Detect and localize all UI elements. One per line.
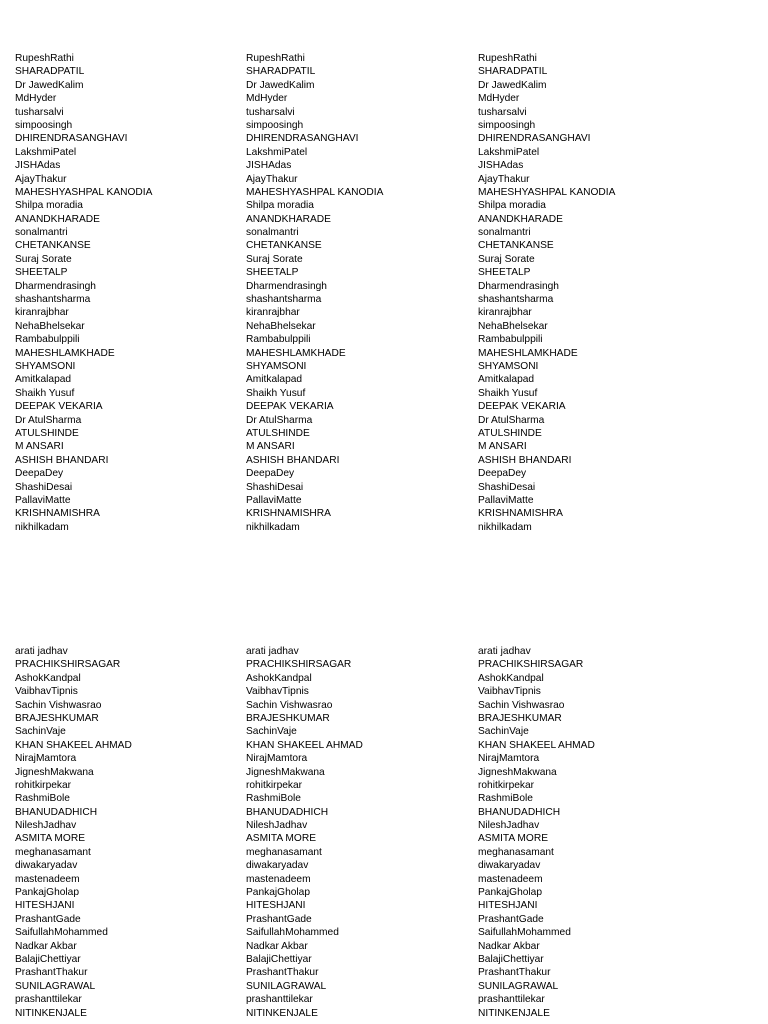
name-entry: nikhilkadam — [246, 521, 300, 533]
name-entry: MAHESHYASHPAL KANODIA — [478, 186, 616, 198]
name-entry: Amitkalapad — [15, 374, 72, 386]
name-entry: SachinVaje — [15, 726, 66, 738]
name-entry: Suraj Sorate — [15, 253, 72, 265]
name-entry: prashanttilekar — [15, 994, 82, 1006]
name-entry: PRACHIKSHIRSAGAR — [246, 659, 352, 671]
name-entry: kiranrajbhar — [15, 307, 69, 319]
name-entry: Rambabulppili — [478, 334, 543, 346]
name-entry: diwakaryadav — [478, 860, 541, 872]
name-entry: Dr JawedKalim — [478, 79, 547, 91]
name-entry: JISHAdas — [478, 160, 524, 172]
name-entry: HITESHJANI — [246, 900, 306, 912]
name-entry: MAHESHYASHPAL KANODIA — [246, 186, 384, 198]
name-entry: JigneshMakwana — [15, 766, 94, 778]
name-entry: shashantsharma — [246, 294, 322, 306]
name-entry: Dharmendrasingh — [478, 280, 559, 292]
name-entry: DeepaDey — [478, 468, 527, 480]
name-entry: PankajGholap — [246, 887, 311, 899]
name-entry: ASHISH BHANDARI — [246, 454, 340, 466]
name-entry: tusharsalvi — [15, 106, 64, 118]
name-entry: SHARADPATIL — [246, 66, 316, 78]
name-entry: mastenadeem — [246, 873, 311, 885]
name-entry: SUNILAGRAWAL — [15, 980, 96, 992]
name-entry: Shaikh Yusuf — [15, 387, 75, 399]
name-entry: prashanttilekar — [478, 994, 545, 1006]
name-entry: M ANSARI — [15, 441, 64, 453]
name-entry: diwakaryadav — [246, 860, 309, 872]
name-entry: SHYAMSONI — [15, 360, 76, 372]
name-column-1 — [15, 645, 235, 1020]
name-entry: VaibhavTipnis — [246, 686, 309, 698]
name-entry: PrashantThakur — [246, 967, 319, 979]
name-entry: KHAN SHAKEEL AHMAD — [478, 739, 595, 751]
name-entry: ASHISH BHANDARI — [15, 454, 109, 466]
name-entry: BRAJESHKUMAR — [246, 712, 330, 724]
name-entry: SaifullahMohammed — [478, 927, 571, 939]
name-entry: JigneshMakwana — [246, 766, 325, 778]
name-entry: SUNILAGRAWAL — [478, 980, 559, 992]
name-entry: NileshJadhav — [246, 820, 308, 832]
name-entry: ATULSHINDE — [478, 427, 542, 439]
name-entry: NehaBhelsekar — [478, 320, 548, 332]
name-entry: ATULSHINDE — [246, 427, 310, 439]
name-entry: BalajiChettiyar — [246, 953, 312, 965]
name-entry: M ANSARI — [478, 441, 527, 453]
name-entry: arati jadhav — [478, 646, 531, 657]
name-entry: M ANSARI — [246, 441, 295, 453]
name-entry: rohitkirpekar — [478, 779, 535, 791]
name-entry: Dr JawedKalim — [15, 79, 84, 91]
name-entry: Shilpa moradia — [246, 200, 314, 212]
name-entry: Rambabulppili — [246, 334, 311, 346]
name-entry: Sachin Vishwasrao — [15, 699, 102, 711]
name-entry: ASMITA MORE — [478, 833, 548, 845]
name-entry: NileshJadhav — [15, 820, 77, 832]
name-entry: DHIRENDRASANGHAVI — [15, 133, 128, 145]
name-entry: RashmiBole — [15, 793, 70, 805]
name-entry: NirajMamtora — [15, 753, 77, 765]
name-entry: SHARADPATIL — [15, 66, 85, 78]
name-entry: HITESHJANI — [478, 900, 538, 912]
name-entry: sonalmantri — [15, 227, 68, 239]
name-entry: Dr AtulSharma — [15, 414, 82, 426]
name-entry: sonalmantri — [246, 227, 299, 239]
name-entry: ANANDKHARADE — [15, 213, 100, 225]
name-entry: CHETANKANSE — [15, 240, 91, 252]
name-entry: RashmiBole — [478, 793, 533, 805]
name-entry: AjayThakur — [15, 173, 67, 185]
name-entry: SaifullahMohammed — [246, 927, 339, 939]
name-entry: ASMITA MORE — [15, 833, 85, 845]
name-entry: ShashiDesai — [246, 481, 304, 493]
name-entry: KRISHNAMISHRA — [478, 508, 563, 520]
name-entry: Nadkar Akbar — [246, 940, 308, 952]
name-entry: PRACHIKSHIRSAGAR — [15, 659, 121, 671]
name-entry: NITINKENJALE — [15, 1007, 87, 1019]
name-entry: Dharmendrasingh — [15, 280, 96, 292]
name-entry: NirajMamtora — [478, 753, 540, 765]
name-entry: Shaikh Yusuf — [478, 387, 538, 399]
name-entry: MAHESHLAMKHADE — [15, 347, 115, 359]
name-entry: BHANUDADHICH — [15, 806, 98, 818]
name-entry: PrashantGade — [15, 913, 81, 925]
name-entry: MAHESHYASHPAL KANODIA — [15, 186, 153, 198]
name-entry: ASHISH BHANDARI — [478, 454, 572, 466]
name-column-2 — [246, 52, 466, 534]
name-entry: meghanasamant — [246, 846, 322, 858]
name-entry: Nadkar Akbar — [478, 940, 540, 952]
name-entry: mastenadeem — [478, 873, 543, 885]
name-entry: CHETANKANSE — [246, 240, 322, 252]
name-entry: KRISHNAMISHRA — [246, 508, 331, 520]
name-entry: ShashiDesai — [15, 481, 73, 493]
name-entry: PRACHIKSHIRSAGAR — [478, 659, 584, 671]
name-entry: PallaviMatte — [15, 494, 71, 506]
name-entry: DEEPAK VEKARIA — [246, 401, 334, 413]
name-entry: SHEETALP — [15, 267, 68, 279]
name-entry: JigneshMakwana — [478, 766, 557, 778]
name-entry: PrashantGade — [478, 913, 544, 925]
name-entry: RashmiBole — [246, 793, 301, 805]
name-entry: BRAJESHKUMAR — [15, 712, 99, 724]
name-entry: NITINKENJALE — [478, 1007, 550, 1019]
name-entry: SHEETALP — [478, 267, 531, 279]
name-entry: kiranrajbhar — [246, 307, 300, 319]
name-entry: SHARADPATIL — [478, 66, 548, 78]
name-entry: Dr AtulSharma — [246, 414, 313, 426]
name-entry: ANANDKHARADE — [478, 213, 563, 225]
name-entry: nikhilkadam — [478, 521, 532, 533]
name-entry: JISHAdas — [246, 160, 292, 172]
name-entry: tusharsalvi — [478, 106, 527, 118]
name-entry: simpoosingh — [246, 119, 304, 131]
name-entry: Amitkalapad — [246, 374, 303, 386]
name-entry: AjayThakur — [246, 173, 298, 185]
name-entry: RupeshRathi — [478, 53, 537, 64]
name-entry: ANANDKHARADE — [246, 213, 331, 225]
name-entry: DEEPAK VEKARIA — [478, 401, 566, 413]
name-entry: meghanasamant — [15, 846, 91, 858]
name-entry: Dr JawedKalim — [246, 79, 315, 91]
name-entry: rohitkirpekar — [246, 779, 303, 791]
name-entry: CHETANKANSE — [478, 240, 554, 252]
name-entry: SUNILAGRAWAL — [246, 980, 327, 992]
name-entry: Dr AtulSharma — [478, 414, 545, 426]
name-entry: KRISHNAMISHRA — [15, 508, 100, 520]
name-entry: NehaBhelsekar — [15, 320, 85, 332]
name-entry: PrashantGade — [246, 913, 312, 925]
name-entry: Rambabulppili — [15, 334, 80, 346]
name-entry: KHAN SHAKEEL AHMAD — [246, 739, 363, 751]
name-entry: HITESHJANI — [15, 900, 75, 912]
name-entry: MAHESHLAMKHADE — [478, 347, 578, 359]
name-entry: meghanasamant — [478, 846, 554, 858]
name-entry: PallaviMatte — [246, 494, 302, 506]
name-entry: simpoosingh — [15, 119, 73, 131]
name-entry: MAHESHLAMKHADE — [246, 347, 346, 359]
name-entry: ShashiDesai — [478, 481, 536, 493]
name-entry: AshokKandpal — [15, 672, 81, 684]
name-entry: NirajMamtora — [246, 753, 308, 765]
name-entry: RupeshRathi — [246, 53, 305, 64]
name-entry: JISHAdas — [15, 160, 61, 172]
name-entry: RupeshRathi — [15, 53, 74, 64]
name-entry: diwakaryadav — [15, 860, 78, 872]
name-entry: PrashantThakur — [15, 967, 88, 979]
name-entry: MdHyder — [15, 93, 57, 105]
name-entry: Suraj Sorate — [246, 253, 303, 265]
name-column-3 — [478, 52, 698, 534]
name-entry: tusharsalvi — [246, 106, 295, 118]
name-entry: KHAN SHAKEEL AHMAD — [15, 739, 132, 751]
name-entry: LakshmiPatel — [15, 146, 77, 158]
name-entry: DHIRENDRASANGHAVI — [246, 133, 359, 145]
name-entry: ATULSHINDE — [15, 427, 79, 439]
name-entry: LakshmiPatel — [246, 146, 308, 158]
name-entry: Sachin Vishwasrao — [246, 699, 333, 711]
name-entry: MdHyder — [478, 93, 520, 105]
name-entry: VaibhavTipnis — [15, 686, 78, 698]
name-entry: arati jadhav — [15, 646, 68, 657]
name-entry: NileshJadhav — [478, 820, 540, 832]
name-entry: BHANUDADHICH — [478, 806, 561, 818]
name-entry: SHYAMSONI — [246, 360, 307, 372]
name-entry: prashanttilekar — [246, 994, 313, 1006]
name-entry: NehaBhelsekar — [246, 320, 316, 332]
name-entry: nikhilkadam — [15, 521, 69, 533]
name-entry: DeepaDey — [246, 468, 295, 480]
name-entry: BRAJESHKUMAR — [478, 712, 562, 724]
name-entry: DEEPAK VEKARIA — [15, 401, 103, 413]
name-entry: PankajGholap — [15, 887, 80, 899]
name-entry: PrashantThakur — [478, 967, 551, 979]
name-entry: kiranrajbhar — [478, 307, 532, 319]
name-entry: ASMITA MORE — [246, 833, 316, 845]
name-entry: VaibhavTipnis — [478, 686, 541, 698]
name-entry: Nadkar Akbar — [15, 940, 77, 952]
name-entry: MdHyder — [246, 93, 288, 105]
name-entry: PankajGholap — [478, 887, 543, 899]
name-entry: BalajiChettiyar — [15, 953, 81, 965]
name-entry: sonalmantri — [478, 227, 531, 239]
name-entry: Suraj Sorate — [478, 253, 535, 265]
name-entry: AjayThakur — [478, 173, 530, 185]
name-entry: BHANUDADHICH — [246, 806, 329, 818]
name-entry: AshokKandpal — [478, 672, 544, 684]
name-entry: Amitkalapad — [478, 374, 535, 386]
name-entry: Shaikh Yusuf — [246, 387, 306, 399]
name-entry: BalajiChettiyar — [478, 953, 544, 965]
name-entry: Sachin Vishwasrao — [478, 699, 565, 711]
name-entry: SachinVaje — [246, 726, 297, 738]
name-entry: rohitkirpekar — [15, 779, 72, 791]
name-entry: NITINKENJALE — [246, 1007, 318, 1019]
name-entry: SHYAMSONI — [478, 360, 539, 372]
name-entry: Shilpa moradia — [478, 200, 546, 212]
name-column-1 — [15, 52, 235, 534]
name-entry: Dharmendrasingh — [246, 280, 327, 292]
name-entry: DeepaDey — [15, 468, 64, 480]
name-entry: SHEETALP — [246, 267, 299, 279]
name-entry: PallaviMatte — [478, 494, 534, 506]
name-entry: mastenadeem — [15, 873, 80, 885]
name-entry: SaifullahMohammed — [15, 927, 108, 939]
name-entry: AshokKandpal — [246, 672, 312, 684]
name-column-3 — [478, 645, 698, 1020]
name-column-2 — [246, 645, 466, 1020]
name-entry: shashantsharma — [478, 294, 554, 306]
name-entry: SachinVaje — [478, 726, 529, 738]
name-entry: shashantsharma — [15, 294, 91, 306]
name-entry: arati jadhav — [246, 646, 299, 657]
name-entry: LakshmiPatel — [478, 146, 540, 158]
name-entry: Shilpa moradia — [15, 200, 83, 212]
name-entry: simpoosingh — [478, 119, 536, 131]
name-entry: DHIRENDRASANGHAVI — [478, 133, 591, 145]
